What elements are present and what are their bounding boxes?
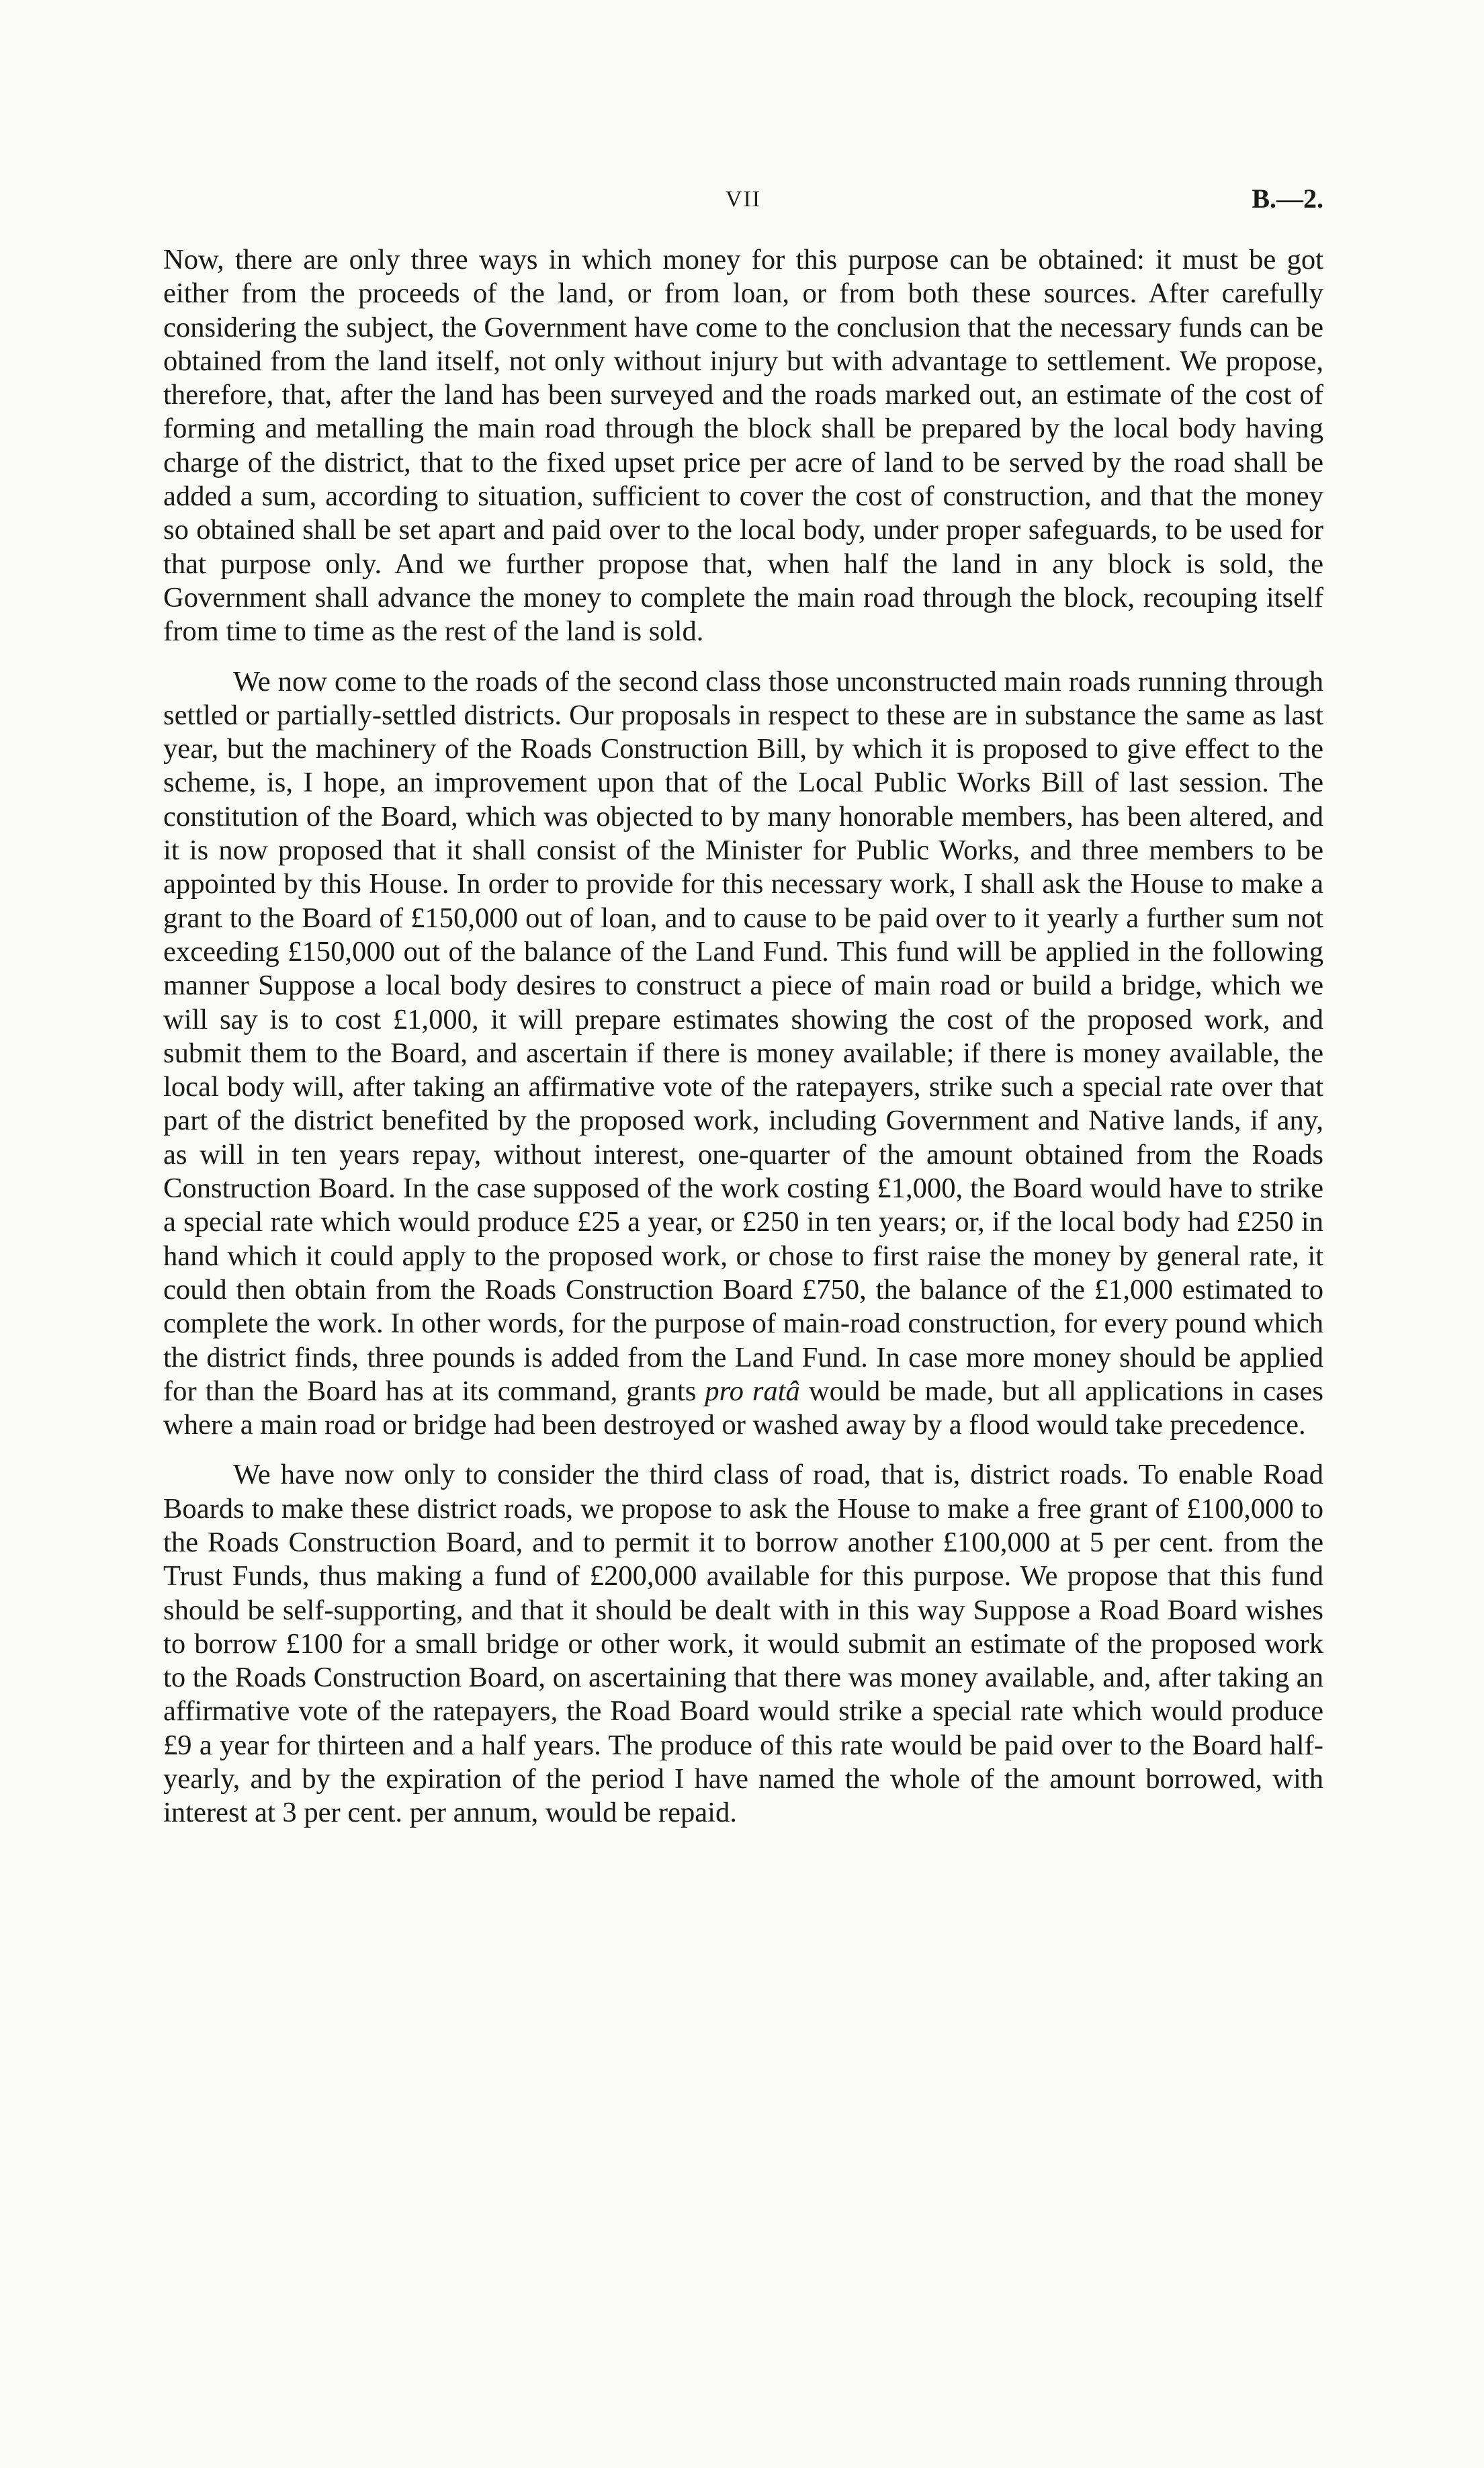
document-reference: B.—2. [1252, 183, 1323, 214]
page-number: VII [725, 187, 762, 212]
page-body [163, 243, 1323, 1846]
paragraph-second-class-roads-tail: would be made, but all applications in cases where a main road or bridge had been destroyed or washed away by a flood would take precedence. [163, 1375, 1323, 1441]
paragraph-district-roads: We have now only to consider the third class of road, that is, district roads. To enable Road Boards to make these district roads, we propose to ask the House to make a free grant of £100,000 to the Roads Construction Board, and to permit it to borrow another £100,000 at 5 per cent. from the Trust Funds, thus making a fund of £200,000 available for this purpose. We propose that this fund should be self-supporting, and that it should be dealt with in this way Suppose a Road Board wishes to borrow £100 for a small bridge or other work, it would submit an estimate of the proposed work to the Roads Construction Board, on ascertaining that there was money available, and, after taking an affirmative vote of the ratepayers, the Road Board would strike a special rate which would produce £9 a year for thirteen and a half years. The produce of this rate would be paid over to the Board half-yearly, and by the expiration of the period I have named the whole of the amount borrowed, with interest at 3 per cent. per annum, would be repaid. [163, 1459, 1323, 1829]
latin-phrase: pro ratâ [705, 1375, 800, 1407]
page-header [163, 183, 1323, 223]
paragraph-second-class-roads-text: We now come to the roads of the second class those unconstructed main roads running through settled or partially-settled districts. Our proposals in respect to these are in substance the same as last year, but the machinery of the Roads Construction Bill, by which it is proposed to give effect to the scheme, is, I hope, an improvement upon that of the Local Public Works Bill of last session. The constitution of the Board, which was objected to by many honorable members, has been altered, and it is now proposed that it shall consist of the Minister for Public Works, and three members to be appointed by this House. In order to provide for this necessary work, I shall ask the House to make a grant to the Board of £150,000 out of loan, and to cause to be paid over to it yearly a further sum not exceeding £150,000 out of the balance of the Land Fund. This fund will be applied in the following manner Suppose a local body desires to construct a piece of main road or build a bridge, which we will say is to cost £1,000, it will prepare estimates showing the cost of the proposed work, and submit them to the Board, and ascertain if there is money available; if there is money available, the local body will, after taking an affirmative vote of the ratepayers, strike such a special rate over that part of the district benefited by the proposed work, including Government and Native lands, if any, as will in ten years repay, without interest, one-quarter of the amount obtained from the Roads Construction Board. In the case supposed of the work costing £1,000, the Board would have to strike a special rate which would produce £25 a year, or £250 in ten years; or, if the local body had £250 in hand which it could apply to the proposed work, or chose to first raise the money by general rate, it could then obtain from the Roads Construction Board £750, the balance of the £1,000 estimated to complete the work. In other words, for the purpose of main-road construction, for every pound which the district finds, three pounds is added from the Land Fund. In case more money should be applied for than the Board has at its command, grants [163, 665, 1323, 1407]
paragraph-funding-methods: Now, there are only three ways in which money for this purpose can be obtained: it must be got either from the proceeds of the land, or from loan, or from both these sources. After carefully considering the subject, the Government have come to the conclusion that the necessary funds can be obtained from the land itself, not only without injury but with advantage to settlement. We propose, therefore, that, after the land has been surveyed and the roads marked out, an estimate of the cost of forming and metalling the main road through the block shall be prepared by the local body having charge of the district, that to the fixed upset price per acre of land to be served by the road shall be added a sum, according to situation, sufficient to cover the cost of construction, and that the money so obtained shall be set apart and paid over to the local body, under proper safeguards, to be used for that purpose only. And we further propose that, when half the land in any block is sold, the Government shall advance the money to complete the main road through the block, recouping itself from time to time as the rest of the land is sold. [163, 244, 1323, 648]
paragraph-second-class-roads [163, 665, 1323, 1443]
